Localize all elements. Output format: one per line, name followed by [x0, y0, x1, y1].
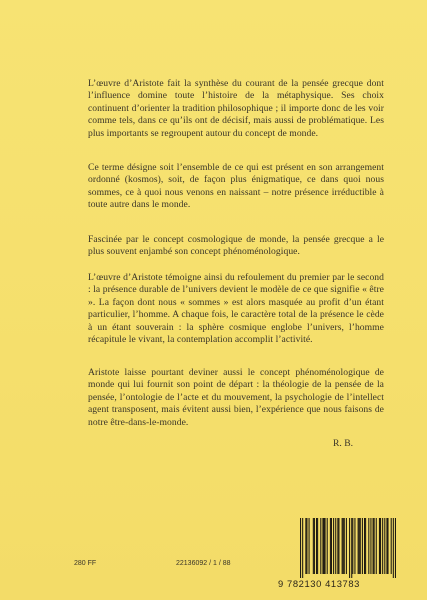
paragraph-phenomenological [88, 367, 384, 429]
barcode-icon [300, 518, 396, 578]
barcode-bar [330, 518, 331, 574]
barcode-bar [359, 518, 360, 574]
barcode-bar [306, 518, 307, 574]
paragraph-text: L’œuvre d’Aristote fait la synthèse du courant de la pensée grecque dont l’influence domine toute l’histoire de la métaphysique. Ses choix continuent d’orienter la tradition philosophique ; il importe donc de les voir comme tels, dans ce qu’ils ont de décisif, mais aussi de problématique. Les plus importants se regroupent autour du concept de monde. [88, 78, 384, 139]
paragraph-world-definition [88, 162, 384, 212]
barcode-bar [395, 518, 396, 578]
barcode-bar [374, 518, 375, 574]
barcode-bar [362, 518, 363, 574]
barcode-bar [302, 518, 303, 578]
barcode-bar [316, 518, 317, 574]
paragraph-text: Fascinée par le concept cosmologique de monde, la pensée grecque a le plus souvent enjambé son concept phénoménologique. [88, 234, 384, 258]
barcode-bar [325, 518, 326, 574]
barcode-bar [337, 518, 338, 574]
barcode-bar [386, 518, 387, 574]
barcode-bar [351, 518, 352, 578]
barcode-bar [300, 518, 301, 578]
barcode-bar [391, 518, 392, 574]
barcode-bar [387, 518, 388, 574]
barcode-bar [352, 518, 353, 574]
barcode-bar [368, 518, 369, 574]
barcode-bar [358, 518, 359, 574]
barcode-bar [370, 518, 371, 574]
barcode-bar [393, 518, 394, 578]
barcode-bar [323, 518, 324, 574]
barcode-bar [360, 518, 361, 574]
barcode-bar [376, 518, 377, 574]
barcode-bar [379, 518, 380, 574]
barcode-bar [382, 518, 383, 574]
barcode-bar [365, 518, 366, 574]
barcode-bar [380, 518, 381, 574]
barcode-bar [373, 518, 374, 574]
barcode-bar [338, 518, 339, 574]
barcode-bar [346, 518, 347, 574]
barcode-bar [349, 518, 350, 578]
barcode-bar [344, 518, 345, 574]
barcode-bar [342, 518, 343, 574]
paragraph-text: L’œuvre d’Aristote témoigne ainsi du refoulement du premier par le second : la présence durable de l’univers devient le modèle de ce que signifie « être ». La façon dont nous « sommes » est alors masquée au profit d’un étant particulier, l’homme. A chaque fois, le caractère total de la présence le cède à un étant souverain : la sphère cosmique englobe l’univers, l’homme récapitule le vivant, la contemplation accomplit l’activité. [88, 272, 384, 346]
print-code: 22136092 / 1 / 88 [176, 560, 231, 567]
paragraph-intro [88, 78, 384, 140]
barcode-bar [322, 518, 323, 574]
barcode-bar [333, 518, 334, 574]
paragraph-greek-thought [88, 234, 384, 259]
isbn-barcode [300, 518, 396, 578]
barcode-bar [331, 518, 332, 574]
barcode-bar [384, 518, 385, 574]
barcode-bar [314, 518, 315, 574]
barcode-bar [364, 518, 365, 574]
barcode-bar [327, 518, 328, 574]
isbn-number: 9 782130 413783 [278, 578, 360, 589]
barcode-bar [309, 518, 310, 574]
author-initials: R. B. [333, 438, 353, 449]
barcode-bar [343, 518, 344, 574]
paragraph-text: Ce terme désigne soit l’ensemble de ce qui est présent en son arrangement ordonné (kosmos), soit, de façon plus énigmatique, ce dans quoi nous sommes, ce à quoi nous venons en naissant – notre présence irréductible à toute autre dans le monde. [88, 162, 384, 211]
barcode-bar [317, 518, 318, 574]
price-label: 280 FF [74, 560, 97, 567]
barcode-bar [354, 518, 355, 574]
barcode-bar [320, 518, 321, 574]
barcode-bar [313, 518, 314, 574]
barcode-bar [305, 518, 306, 574]
barcode-bar [335, 518, 336, 574]
paragraph-text: Aristote laisse pourtant deviner aussi le concept phénoménologique de monde qui lui fournit son point de départ : la théologie de la pensée de la pensée, l’ontologie de l’acte et du mouvement, la psychologie de l’intellect agent transposent, mais évitent aussi bien, l’expérience que nous faisons de notre être-dans-le-monde. [88, 367, 384, 428]
paragraph-repression [88, 272, 384, 346]
